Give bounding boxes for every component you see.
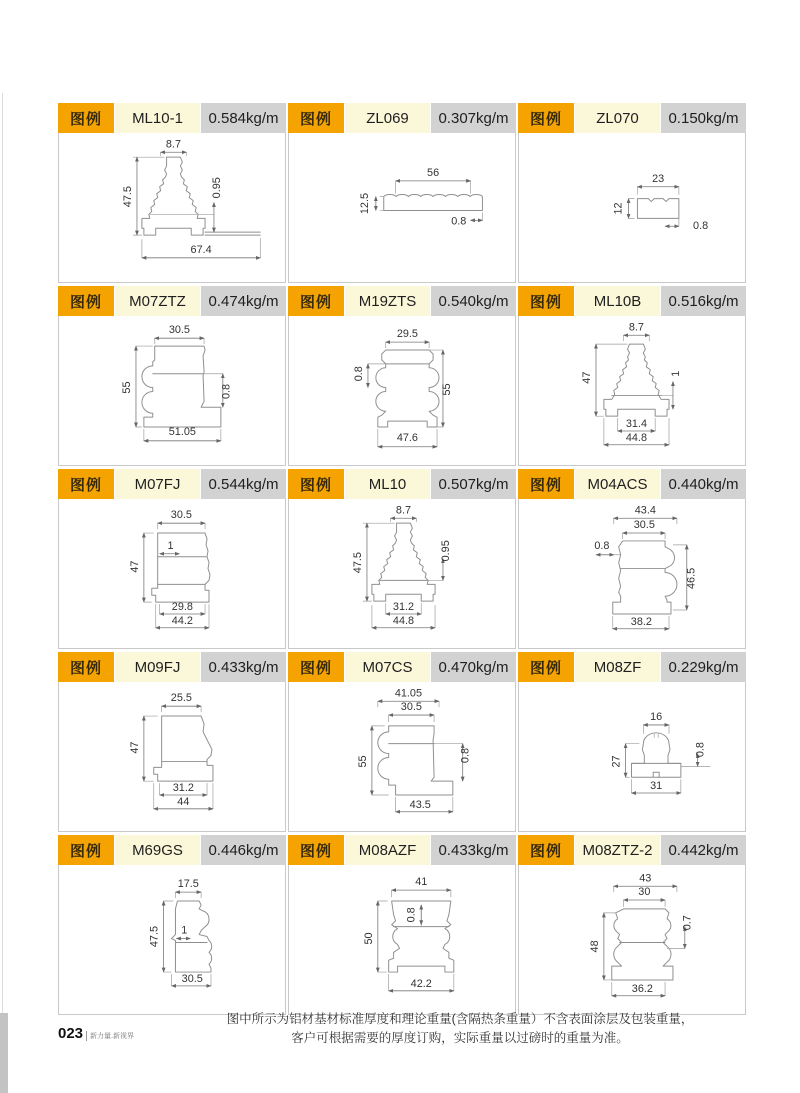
- dimension-label: 43.5: [409, 798, 431, 811]
- profile-cell: [58, 103, 286, 283]
- dimension-label: 0.95: [210, 177, 223, 199]
- dimension-label: 38.2: [630, 615, 652, 628]
- profile-drawing: [289, 316, 515, 465]
- drawing-area: [288, 316, 516, 466]
- dimension-label: 12: [612, 202, 625, 215]
- cell-header: [518, 835, 746, 865]
- legend-label: 图例: [288, 835, 344, 865]
- legend-label: 图例: [288, 286, 344, 316]
- profile-drawing: [289, 865, 515, 1014]
- dimension-label: 43.4: [634, 504, 656, 517]
- profile-cell: [518, 103, 746, 283]
- dimension-label: 8.7: [165, 138, 182, 151]
- model-code: ZL070: [574, 103, 660, 133]
- dimension-label: 31.4: [625, 418, 647, 431]
- profile-drawing: [59, 499, 285, 648]
- weight-value: 0.470kg/m: [430, 652, 516, 682]
- dimension-label: 0.8: [694, 742, 707, 758]
- dimension-label: 0.8: [459, 747, 472, 764]
- profile-drawing: [59, 316, 285, 465]
- dimension-label: 17.5: [177, 878, 199, 891]
- dimension-label: 23: [652, 172, 665, 185]
- profile-cell: [288, 652, 516, 832]
- model-code: ML10-1: [114, 103, 200, 133]
- footer-line-1: 图中所示为铝材基材标准厚度和理论重量(含隔热条重量）不含表面涂层及包装重量，: [226, 1012, 694, 1026]
- legend-label: 图例: [518, 835, 574, 865]
- dimension-label: 41: [415, 876, 428, 889]
- brand-tagline: 新力量.新视界: [86, 1031, 134, 1041]
- profile-cell: [58, 652, 286, 832]
- cell-header: [58, 835, 286, 865]
- drawing-area: [518, 499, 746, 649]
- drawing-area: [518, 682, 746, 832]
- dimension-label: 44.8: [392, 614, 415, 627]
- cell-header: [518, 286, 746, 316]
- profile-drawing: [59, 865, 285, 1014]
- drawing-area: [518, 133, 746, 283]
- weight-value: 0.474kg/m: [200, 286, 286, 316]
- cell-header: [288, 286, 516, 316]
- dimension-label: 36.2: [631, 982, 653, 995]
- dimension-label: 67.4: [190, 243, 212, 256]
- legend-label: 图例: [58, 835, 114, 865]
- legend-label: 图例: [288, 103, 344, 133]
- drawing-area: [58, 865, 286, 1015]
- legend-label: 图例: [58, 469, 114, 499]
- dimension-label: 30.5: [170, 509, 192, 522]
- profile-cell: [518, 652, 746, 832]
- page-number-block: [58, 1025, 134, 1042]
- dimension-label: 1: [181, 924, 188, 937]
- drawing-area: [58, 316, 286, 466]
- drawing-area: [518, 865, 746, 1015]
- profile-cell: [288, 103, 516, 283]
- dimension-label: 30.5: [400, 701, 422, 714]
- model-code: ML10: [344, 469, 430, 499]
- dimension-label: 46.5: [685, 567, 698, 589]
- profile-drawing: [519, 316, 745, 465]
- profile-cell: [58, 469, 286, 649]
- dimension-label: 42.2: [410, 977, 432, 990]
- dimension-label: 31.2: [392, 601, 415, 614]
- dimension-label: 31: [650, 780, 663, 793]
- dimension-label: 30: [638, 886, 651, 899]
- cell-header: [58, 103, 286, 133]
- weight-value: 0.584kg/m: [200, 103, 286, 133]
- dimension-label: 41.05: [394, 687, 422, 700]
- weight-value: 0.507kg/m: [430, 469, 516, 499]
- profile-drawing: [59, 133, 285, 282]
- profile-cell: [288, 286, 516, 466]
- profile-drawing: [519, 133, 745, 282]
- profile-drawing: [519, 499, 745, 648]
- dimension-label: 47.5: [122, 186, 135, 208]
- drawing-area: [288, 682, 516, 832]
- cell-header: [518, 103, 746, 133]
- cell-header: [518, 652, 746, 682]
- drawing-area: [518, 316, 746, 466]
- weight-value: 0.229kg/m: [660, 652, 746, 682]
- model-code: ML10B: [574, 286, 660, 316]
- legend-label: 图例: [58, 103, 114, 133]
- cell-header: [58, 652, 286, 682]
- footer-line-2: 客户可根据需要的厚度订购，实际重量以过磅时的重量为准。: [291, 1030, 629, 1045]
- legend-label: 图例: [288, 652, 344, 682]
- weight-value: 0.544kg/m: [200, 469, 286, 499]
- dimension-label: 0.7: [681, 915, 694, 931]
- weight-value: 0.516kg/m: [660, 286, 746, 316]
- cell-header: [288, 835, 516, 865]
- drawing-area: [288, 499, 516, 649]
- weight-value: 0.433kg/m: [430, 835, 516, 865]
- dimension-label: 27: [610, 755, 623, 768]
- dimension-label: 55: [356, 755, 369, 768]
- model-code: ZL069: [344, 103, 430, 133]
- dimension-label: 55: [121, 381, 134, 394]
- legend-label: 图例: [518, 286, 574, 316]
- drawing-area: [58, 682, 286, 832]
- drawing-area: [288, 133, 516, 283]
- profile-cell: [58, 835, 286, 1015]
- dimension-label: 47: [128, 560, 141, 573]
- dimension-label: 47.6: [396, 431, 418, 444]
- dimension-label: 0.8: [353, 366, 366, 382]
- dimension-label: 29.8: [171, 601, 193, 614]
- cell-header: [518, 469, 746, 499]
- dimension-label: 1: [167, 539, 174, 552]
- cell-header: [58, 469, 286, 499]
- model-code: M08AZF: [344, 835, 430, 865]
- dimension-label: 12.5: [358, 192, 371, 215]
- dimension-label: 1: [669, 370, 682, 377]
- cell-header: [288, 652, 516, 682]
- dimension-label: 55: [440, 383, 453, 396]
- page-corner-bar: [0, 1013, 8, 1093]
- model-code: M19ZTS: [344, 286, 430, 316]
- profile-cell: [288, 835, 516, 1015]
- profile-drawing: [59, 682, 285, 831]
- model-code: M08ZF: [574, 652, 660, 682]
- drawing-area: [58, 133, 286, 283]
- cell-header: [288, 469, 516, 499]
- drawing-area: [58, 499, 286, 649]
- legend-label: 图例: [288, 469, 344, 499]
- page-number: 023: [58, 1025, 84, 1042]
- cell-header: [58, 286, 286, 316]
- dimension-label: 0.95: [439, 540, 452, 562]
- profile-cell: [518, 286, 746, 466]
- profile-drawing: [519, 682, 745, 831]
- dimension-label: 31.2: [172, 782, 194, 795]
- dimension-label: 0.8: [405, 907, 418, 923]
- model-code: M09FJ: [114, 652, 200, 682]
- dimension-label: 30.5: [168, 324, 190, 337]
- profile-drawing: [289, 133, 515, 282]
- drawing-area: [288, 865, 516, 1015]
- model-code: M04ACS: [574, 469, 660, 499]
- dimension-label: 44.8: [625, 431, 647, 444]
- dimension-label: 51.05: [168, 425, 196, 438]
- dimension-label: 47.5: [352, 552, 365, 574]
- weight-value: 0.150kg/m: [660, 103, 746, 133]
- footer-note: [150, 1010, 770, 1048]
- dimension-label: 0.8: [594, 539, 610, 552]
- dimension-label: 0.8: [451, 215, 467, 228]
- dimension-label: 0.8: [693, 220, 709, 233]
- cell-header: [288, 103, 516, 133]
- model-code: M07CS: [344, 652, 430, 682]
- profile-drawing: [519, 865, 745, 1014]
- legend-label: 图例: [58, 652, 114, 682]
- dimension-label: 47: [128, 741, 141, 754]
- profile-drawing: [289, 499, 515, 648]
- weight-value: 0.540kg/m: [430, 286, 516, 316]
- profile-cell: [518, 469, 746, 649]
- weight-value: 0.446kg/m: [200, 835, 286, 865]
- dimension-label: 0.8: [220, 383, 233, 400]
- legend-label: 图例: [518, 103, 574, 133]
- profile-cell: [518, 835, 746, 1015]
- model-code: M07ZTZ: [114, 286, 200, 316]
- dimension-label: 30.5: [633, 519, 655, 532]
- dimension-label: 25.5: [170, 692, 192, 705]
- legend-label: 图例: [518, 652, 574, 682]
- profile-drawing: [289, 682, 515, 831]
- weight-value: 0.440kg/m: [660, 469, 746, 499]
- model-code: M08ZTZ-2: [574, 835, 660, 865]
- weight-value: 0.442kg/m: [660, 835, 746, 865]
- dimension-label: 48: [588, 940, 601, 953]
- dimension-label: 8.7: [395, 504, 412, 517]
- dimension-label: 44: [177, 795, 190, 808]
- dimension-label: 43: [639, 872, 652, 885]
- profile-grid: [58, 103, 746, 1015]
- dimension-label: 29.5: [396, 328, 418, 341]
- dimension-label: 47: [581, 371, 594, 384]
- weight-value: 0.433kg/m: [200, 652, 286, 682]
- dimension-label: 30.5: [181, 972, 203, 985]
- dimension-label: 50: [362, 932, 375, 945]
- dimension-label: 8.7: [628, 321, 644, 334]
- dimension-label: 56: [427, 166, 440, 179]
- weight-value: 0.307kg/m: [430, 103, 516, 133]
- model-code: M07FJ: [114, 469, 200, 499]
- page-edge-line: [2, 93, 3, 1093]
- dimension-label: 16: [650, 710, 663, 723]
- dimension-label: 47.5: [148, 925, 161, 948]
- profile-cell: [58, 286, 286, 466]
- profile-cell: [288, 469, 516, 649]
- legend-label: 图例: [58, 286, 114, 316]
- dimension-label: 44.2: [171, 614, 193, 627]
- legend-label: 图例: [518, 469, 574, 499]
- model-code: M69GS: [114, 835, 200, 865]
